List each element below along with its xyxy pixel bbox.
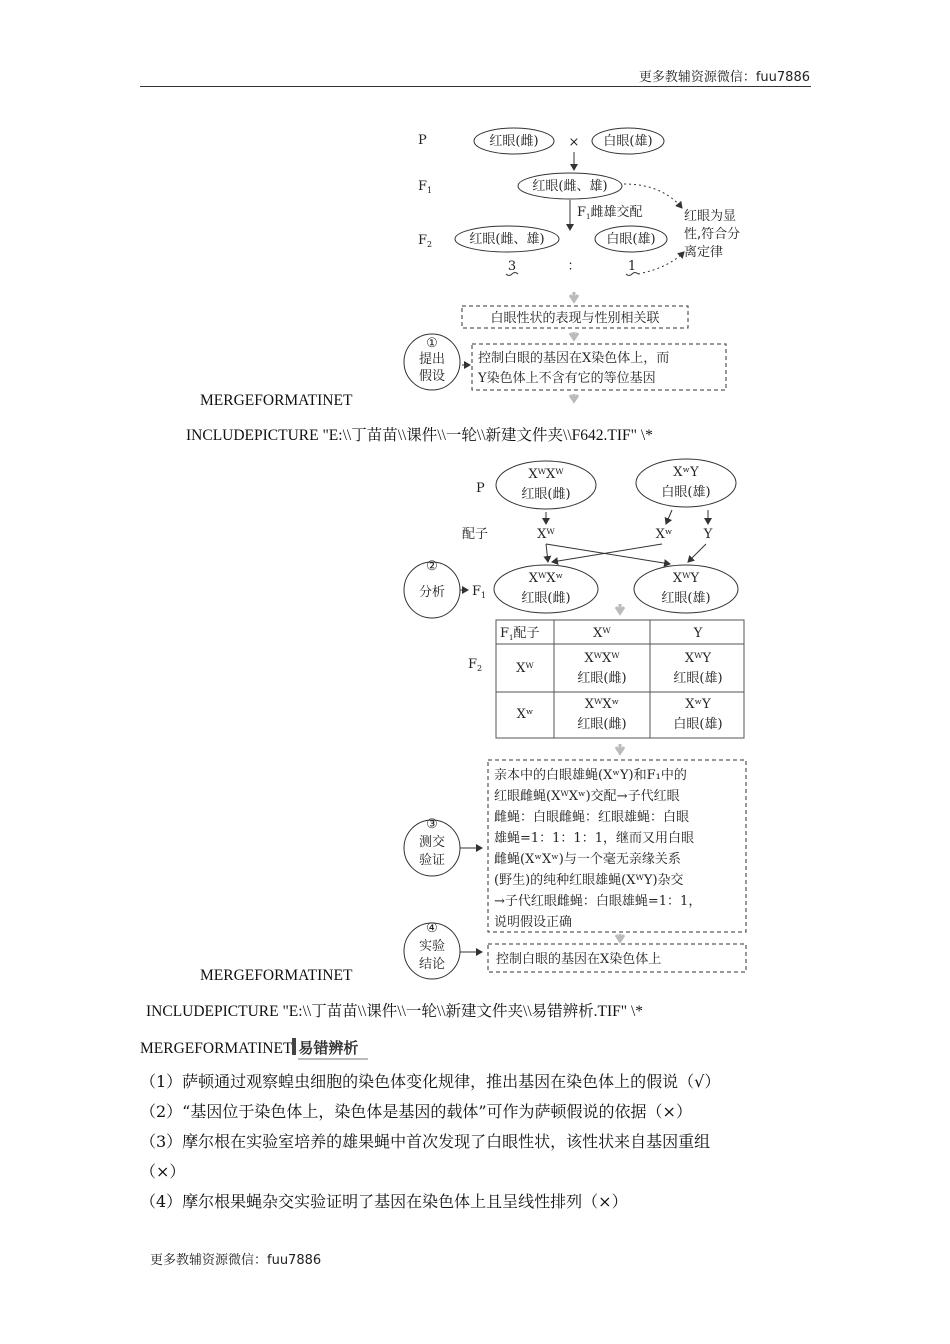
gamete-male-x: Xʷ — [655, 527, 673, 542]
table-cell: 红眼(雄) — [673, 671, 723, 686]
p2-male-pheno: 白眼(雄) — [661, 485, 711, 500]
table-cell: XʷY — [685, 697, 711, 712]
table-col-header: Xᵂ — [593, 626, 611, 641]
hypothesis-line2: Y染色体上不含有它的等位基因 — [478, 371, 656, 386]
step1-line2: 假设 — [418, 369, 446, 384]
step4-line2: 结论 — [418, 957, 446, 972]
hypothesis-line1: 控制白眼的基因在X染色体上，而 — [478, 351, 670, 366]
p2-female-geno: XᵂXᵂ — [528, 467, 564, 482]
testcross-text — [494, 767, 701, 930]
field-code-include-1: INCLUDEPICTURE "E:\\丁苗苗\\课件\\一轮\\新建文件夹\\F642.TIF" \* — [186, 427, 653, 444]
step3-line2: 验证 — [418, 853, 446, 868]
header-divider — [140, 86, 811, 87]
f1-male-pheno: 红眼(雄) — [661, 591, 711, 606]
gen-label-f1-2: $F_1$ — [472, 584, 487, 600]
table-row-header: Xʷ — [516, 707, 534, 722]
statement-2: （2）“基因位于染色体上，染色体是基因的载体”可作为萨顿假说的依据（×） — [140, 1102, 692, 1121]
table-corner: $F_1$配子 — [500, 626, 540, 642]
field-code-merge-2: MERGEFORMATINET — [200, 967, 353, 984]
statement-3: （3）摩尔根在实验室培养的雄果蝇中首次发现了白眼性状，该性状来自基因重组 — [140, 1132, 711, 1151]
gen-label-p: P — [418, 133, 427, 148]
svg-text:说明假设正确: 说明假设正确 — [494, 915, 573, 930]
ratio-sep: ： — [567, 259, 581, 274]
handwritten-note-1: 红眼为显 — [684, 209, 737, 224]
field-code-merge-3: MERGEFORMATINET 易错辨析 — [140, 1037, 368, 1060]
p2-female-pheno: 红眼(雌) — [521, 487, 571, 502]
page-header: 更多教辅资源微信：fuu7886 — [638, 70, 810, 85]
table-cell: XᵂXᵂ — [584, 651, 620, 666]
gen-label-f2-2: $F_2$ — [468, 657, 483, 673]
analysis-diagram — [400, 456, 780, 984]
step4-line1: 实验 — [418, 939, 446, 954]
gen-label-f1: $F_1$ — [418, 179, 433, 195]
f2-white-label: 白眼(雄) — [606, 232, 656, 247]
table-cell: XᵂXʷ — [584, 697, 620, 712]
table-cell: 红眼(雌) — [577, 717, 627, 732]
step2-label: 分析 — [418, 585, 446, 600]
hypothesis-diagram — [400, 118, 770, 408]
handwritten-note-3: 离定律 — [684, 245, 724, 260]
f1-male-geno: XᵂY — [672, 571, 700, 586]
field-code-include-2: INCLUDEPICTURE "E:\\丁苗苗\\课件\\一轮\\新建文件夹\\易错辨析.TIF" \* — [146, 1003, 644, 1020]
handwritten-note-2: 性,符合分 — [684, 227, 741, 242]
field-code-merge-1: MERGEFORMATINET — [200, 392, 353, 409]
gamete-male-y: Y — [703, 527, 713, 542]
f1-female-geno: XᵂXʷ — [528, 571, 564, 586]
dotted-arrow-bottom — [638, 252, 684, 274]
step4-num: ④ — [426, 921, 438, 936]
statement-1: （1）萨顿通过观察蝗虫细胞的染色体变化规律，推出基因在染色体上的假说（√） — [140, 1072, 721, 1091]
section-title: 易错辨析 — [298, 1037, 368, 1060]
table-cell: 白眼(雄) — [673, 717, 723, 732]
page-footer: 更多教辅资源微信：fuu7886 — [150, 1253, 322, 1268]
p2-male-geno: XʷY — [673, 465, 699, 480]
svg-text:亲本中的白眼雄蝇(XʷY)和F₁中的: 亲本中的白眼雄蝇(XʷY)和F₁中的 — [494, 768, 687, 783]
gamete-female: Xᵂ — [537, 527, 555, 542]
table-cell: 红眼(雌) — [577, 671, 627, 686]
p-male-label: 白眼(雄) — [603, 134, 653, 149]
svg-text:→子代红眼雌蝇：白眼雄蝇=1：1，: →子代红眼雌蝇：白眼雄蝇=1：1， — [494, 894, 702, 909]
gen-label-p2: P — [476, 481, 485, 496]
table-cell: XᵂY — [684, 651, 712, 666]
ratio-left: 3 — [507, 259, 517, 274]
gen-label-f2: $F_2$ — [418, 233, 433, 249]
observation-text: 白眼性状的表现与性别相关联 — [490, 311, 660, 326]
step2-num: ② — [426, 559, 438, 574]
svg-text:雄蝇=1：1：1：1，继而又用白眼: 雄蝇=1：1：1：1，继而又用白眼 — [494, 831, 694, 846]
f1-cross-label: $F_1$雌雄交配 — [577, 205, 643, 221]
table-row-header: Xᵂ — [516, 661, 534, 676]
f2-red-label: 红眼(雌、雄) — [469, 232, 545, 247]
section-title-bar — [292, 1038, 296, 1055]
step3-line1: 测交 — [418, 835, 446, 850]
cross-symbol: × — [568, 135, 580, 150]
f1-female-pheno: 红眼(雌) — [521, 591, 571, 606]
svg-text:(野生)的纯种红眼雄蝇(XᵂY)杂交: (野生)的纯种红眼雄蝇(XᵂY)杂交 — [494, 873, 684, 888]
p-female-label: 红眼(雌) — [489, 134, 539, 149]
svg-text:红眼雌蝇(XᵂXʷ)交配→子代红眼: 红眼雌蝇(XᵂXʷ)交配→子代红眼 — [494, 789, 680, 804]
conclusion-text: 控制白眼的基因在X染色体上 — [496, 952, 662, 967]
statement-3-cont: （×） — [140, 1162, 186, 1181]
svg-text:雌蝇(XʷXʷ)与一个毫无亲缘关系: 雌蝇(XʷXʷ)与一个毫无亲缘关系 — [494, 852, 681, 867]
svg-text:雌蝇：白眼雌蝇：红眼雄蝇：白眼: 雌蝇：白眼雌蝇：红眼雄蝇：白眼 — [494, 810, 690, 825]
punnett-square — [496, 620, 744, 738]
table-col-header: Y — [693, 626, 703, 641]
f1-node-label: 红眼(雌、雄) — [532, 179, 608, 194]
gamete-label: 配子 — [462, 527, 489, 542]
ratio-right: 1 — [627, 259, 637, 274]
statement-4: （4）摩尔根果蝇杂交实验证明了基因在染色体上且呈线性排列（×） — [140, 1192, 628, 1211]
step1-line1: 提出 — [418, 352, 446, 367]
step1-num: ① — [426, 336, 438, 351]
step3-num: ③ — [426, 817, 438, 832]
